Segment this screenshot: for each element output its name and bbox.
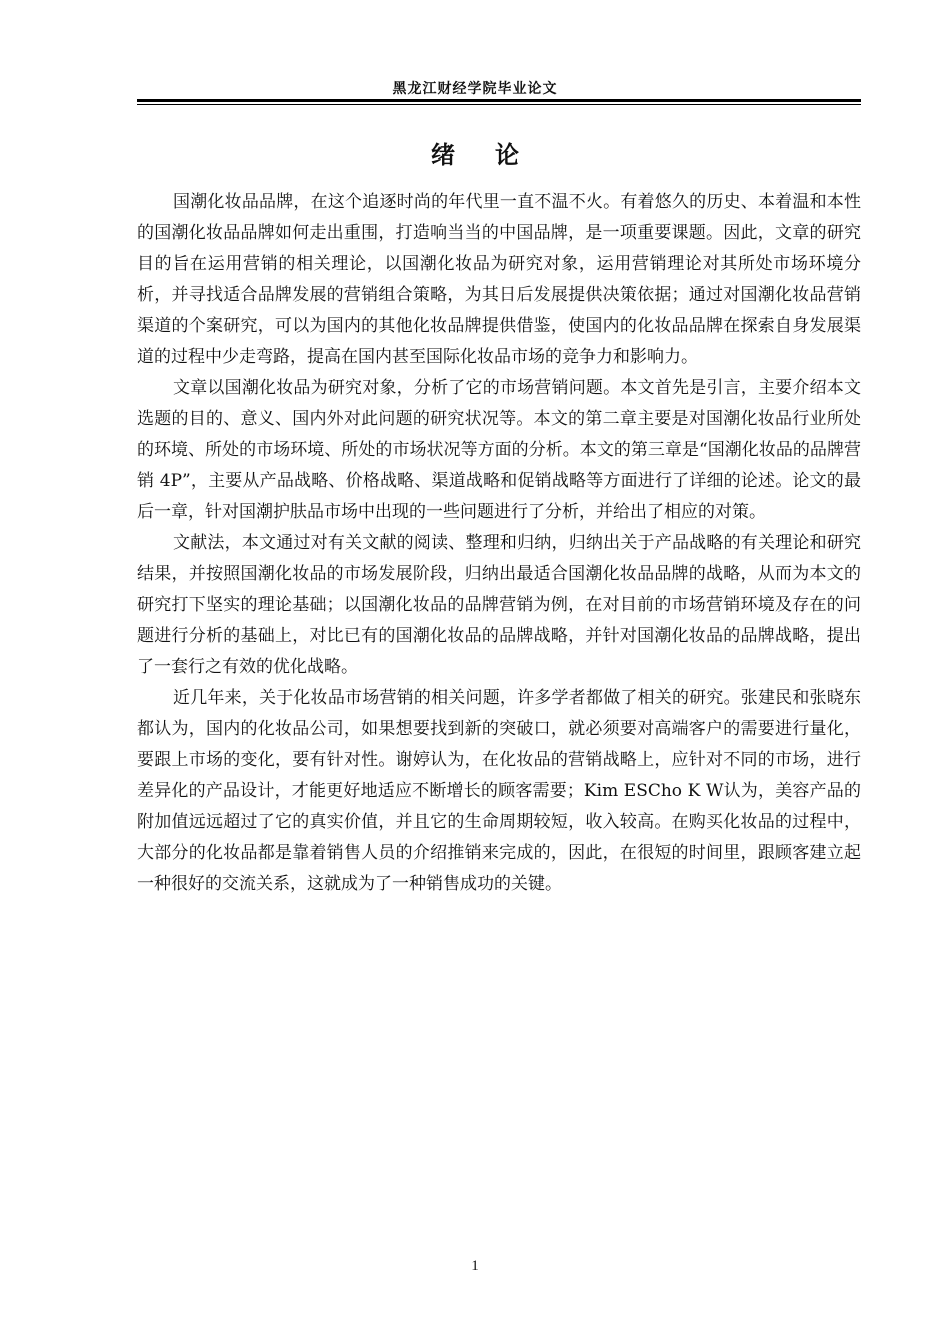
paragraph-3: 文献法，本文通过对有关文献的阅读、整理和归纳，归纳出关于产品战略的有关理论和研究结果，并按照国潮化妆品的市场发展阶段，归纳出最适合国潮化妆品品牌的战略，从而为本文的研究打下坚实的理论基础；以国潮化妆品的品牌营销为例，在对目前的市场营销环境及存在的问题进行分析的基础上，对比已有的国潮化妆品的品牌战略，并针对国潮化妆品的品牌战略，提出了一套行之有效的优化战略。 bbox=[137, 533, 861, 677]
paragraph-1: 国潮化妆品品牌，在这个追逐时尚的年代里一直不温不火。有着悠久的历史、本着温和本性的国潮化妆品品牌如何走出重围，打造响当当的中国品牌，是一项重要课题。因此，文章的研究目的旨在运用营销的相关理论，以国潮化妆品为研究对象，运用营销理论对其所处市场环境分析，并寻找适合品牌发展的营销组合策略，为其日后发展提供决策依据；通过对国潮化妆品营销渠道的个案研究，可以为国内的其他化妆品牌提供借鉴，使国内的化妆品品牌在探索自身发展渠道的过程中少走弯路，提高在国内甚至国际化妆品市场的竞争力和影响力。 bbox=[137, 192, 861, 367]
page-number: 1 bbox=[471, 1258, 479, 1274]
chapter-title: 绪论 bbox=[431, 141, 559, 169]
paragraph-2: 文章以国潮化妆品为研究对象，分析了它的市场营销问题。本文首先是引言，主要介绍本文选题的目的、意义、国内外对此问题的研究状况等。本文的第二章主要是对国潮化妆品行业所处的环境、所处的市场环境、所处的市场状况等方面的分析。本文的第三章是“国潮化妆品的品牌营销 4P”，主要从产品战略、价格战略、渠道战略和促销战略等方面进行了详细的论述。论文的最后一章，针对国潮护肤品市场中出现的一些问题进行了分析，并给出了相应的对策。 bbox=[137, 378, 861, 522]
body-text bbox=[137, 187, 861, 900]
paragraph-4: 近几年来，关于化妆品市场营销的相关问题，许多学者都做了相关的研究。张建民和张晓东都认为，国内的化妆品公司，如果想要找到新的突破口，就必须要对高端客户的需要进行量化，要跟上市场的变化，要有针对性。谢婷认为，在化妆品的营销战略上，应针对不同的市场，进行差异化的产品设计，才能更好地适应不断增长的顾客需要；Kim ESCho K W认为，美容产品的附加值远远超过了它的真实价值，并且它的生命周期较短，收入较高。在购买化妆品的过程中，大部分的化妆品都是靠着销售人员的介绍推销来完成的，因此，在很短的时间里，跟顾客建立起一种很好的交流关系，这就成为了一种销售成功的关键。 bbox=[137, 688, 861, 894]
header-rule-thin bbox=[137, 104, 861, 105]
header-rule-thick bbox=[137, 99, 861, 102]
running-header: 黑龙江财经学院毕业论文 bbox=[392, 81, 558, 97]
